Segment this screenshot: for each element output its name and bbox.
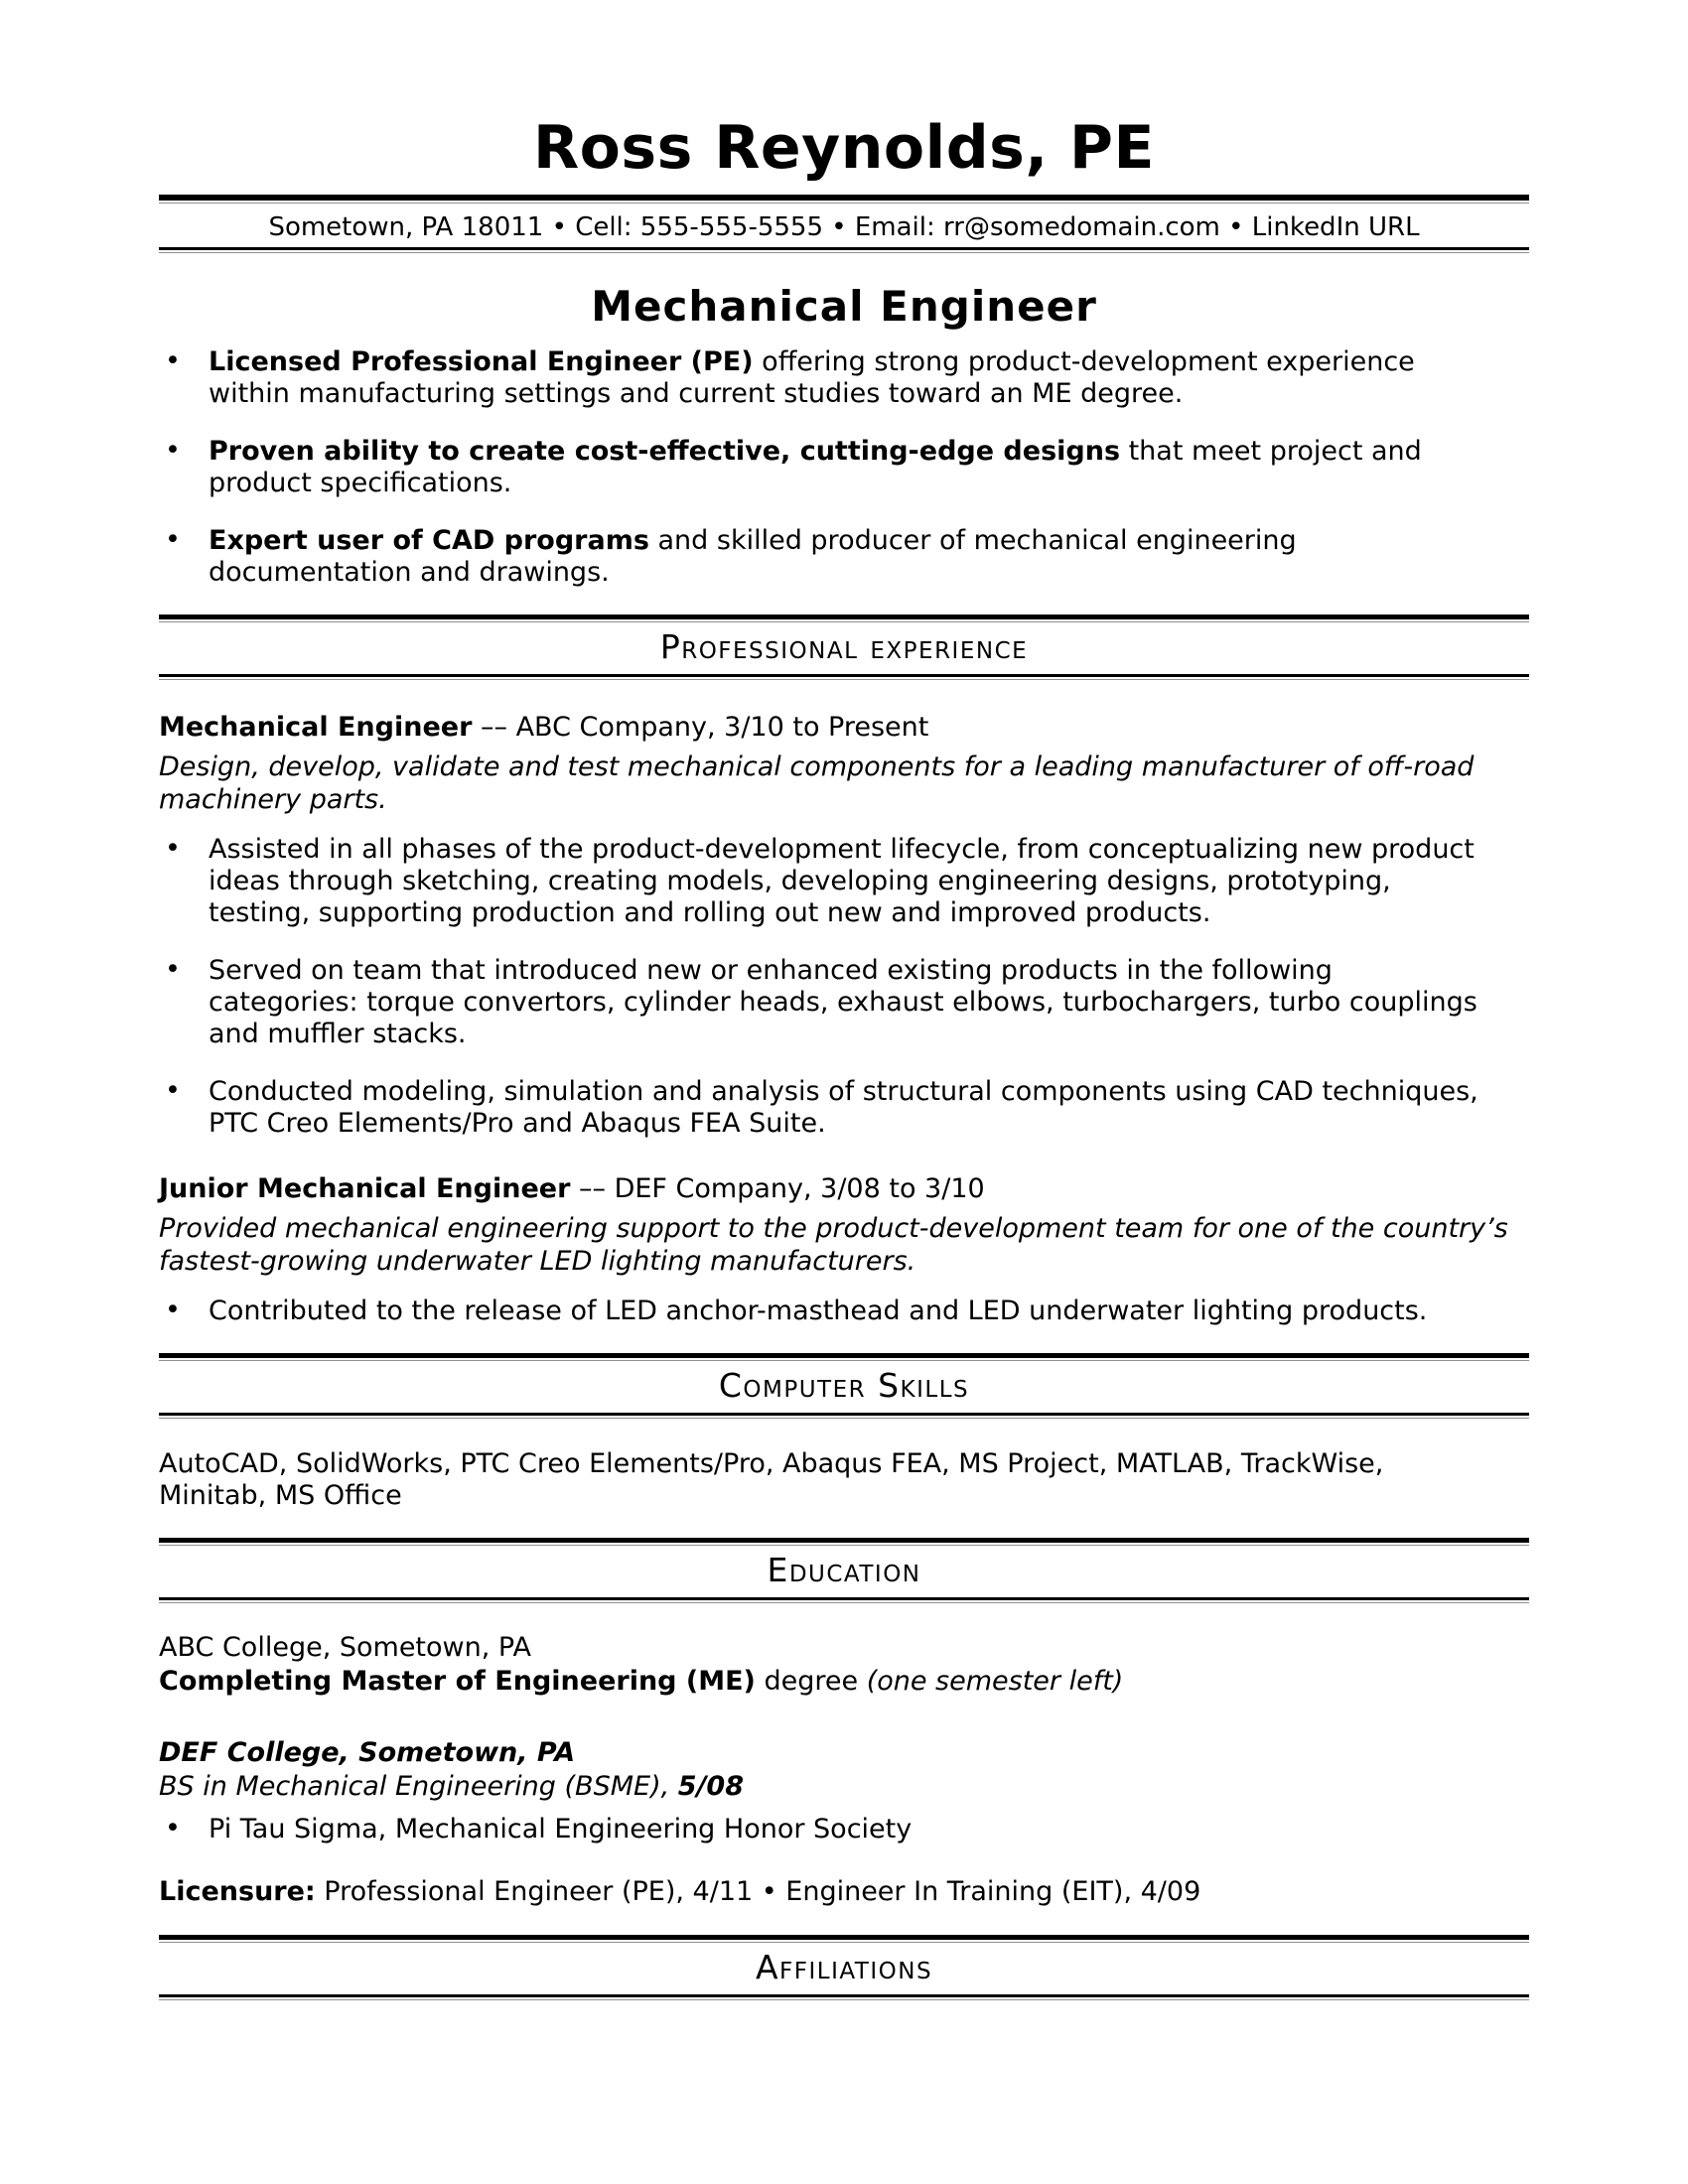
section-rule-top (159, 1538, 1529, 1546)
job-meta: –– DEF Company, 3/08 to 3/10 (579, 1173, 985, 1204)
job-bullet: • Assisted in all phases of the product-development lifecycle, from conceptualizing new product ideas through sketching, creating models, developing engineering designs, prototyping, testing, supporting production and rolling out new and improved products. (159, 834, 1479, 929)
school-name: ABC College, Sometown, PA (159, 1632, 531, 1663)
section-rule-bottom (159, 1413, 1529, 1419)
job-description: Provided mechanical engineering support to the product-development team for one of the country’s fastest-growing underwater LED lighting manufacturers. (159, 1213, 1508, 1277)
job-bullet-list (159, 1296, 1529, 1327)
summary-bullet (159, 436, 1479, 499)
job-entry-abc-company (159, 710, 1529, 1140)
job-bullet-list (159, 834, 1529, 1140)
job-bullet: • Served on team that introduced new or enhanced existing products in the following categories: torque convertors, cylinder heads, exhaust elbows, turbochargers, turbo couplings and muffler stacks. (159, 955, 1479, 1050)
honor-bullet: • Pi Tau Sigma, Mechanical Engineering Honor Society (159, 1814, 1479, 1845)
header-rule-thin (159, 247, 1529, 253)
section-header-skills (159, 1353, 1529, 1419)
section-header-education (159, 1538, 1529, 1603)
section-rule-top (159, 1935, 1529, 1943)
degree-line (159, 1770, 1529, 1804)
section-title-education: Education (767, 1551, 921, 1589)
section-rule-bottom (159, 1597, 1529, 1603)
licensure-text: Professional Engineer (PE), 4/11 • Engineer In Training (EIT), 4/09 (315, 1876, 1201, 1907)
job-title-line (159, 1171, 1529, 1207)
summary-bullet-text: offering strong product-development experience within manufacturing settings and current studies toward an ME degree. (209, 346, 1415, 409)
section-rule-top (159, 1353, 1529, 1361)
degree-date: 5/08 (677, 1771, 745, 1802)
contact-line: Sometown, PA 18011 • Cell: 555-555-5555 • Email: rr@somedomain.com • LinkedIn URL (268, 212, 1420, 242)
header-rule-thick (159, 195, 1529, 204)
job-title: Junior Mechanical Engineer (159, 1173, 571, 1204)
summary-bullet-text: that meet project and product specifications. (209, 436, 1422, 498)
job-title: Mechanical Engineer (159, 712, 473, 743)
degree-name: Completing Master of Engineering (ME) (159, 1666, 756, 1697)
degree-note: (one semester left) (866, 1666, 1124, 1697)
education-entry-def-college (159, 1736, 1529, 1845)
summary-bullet-lead: Expert user of CAD programs (209, 525, 649, 556)
summary-bullet-lead: Proven ability to create cost-effective, cutting-edge designs (209, 436, 1121, 467)
summary-bullet-list (159, 346, 1529, 589)
job-entry-def-company (159, 1171, 1529, 1327)
summary-bullet-lead: Licensed Professional Engineer (PE) (209, 346, 754, 377)
degree-text: degree (755, 1666, 867, 1697)
education-entry-abc-college (159, 1631, 1529, 1699)
summary-bullet-text: and skilled producer of mechanical engineering documentation and drawings. (209, 525, 1297, 588)
section-title-experience: Professional experience (659, 627, 1029, 666)
section-header-affiliations (159, 1935, 1529, 2000)
job-description: Design, develop, validate and test mechanical components for a leading manufacturer of off-road machinery parts. (159, 751, 1475, 815)
honor-bullet-list (159, 1814, 1529, 1845)
licensure-label: Licensure: (159, 1876, 316, 1907)
headline-job-target: Mechanical Engineer (591, 282, 1097, 331)
summary-bullet (159, 346, 1479, 410)
job-meta: –– ABC Company, 3/10 to Present (481, 712, 929, 743)
section-header-experience (159, 614, 1529, 680)
section-title-skills: Computer Skills (718, 1366, 970, 1405)
job-title-line (159, 710, 1529, 746)
school-name: DEF College, Sometown, PA (159, 1737, 576, 1768)
job-bullet: • Conducted modeling, simulation and analysis of structural components using CAD techniques, PTC Creo Elements/Pro and Abaqus FEA Suite. (159, 1076, 1479, 1140)
section-title-affiliations: Affiliations (755, 1948, 933, 1986)
section-rule-top (159, 614, 1529, 622)
licensure-line (159, 1875, 1529, 1909)
section-rule-bottom (159, 1994, 1529, 2000)
job-bullet: • Contributed to the release of LED anchor-masthead and LED underwater lighting products. (159, 1296, 1479, 1327)
section-rule-bottom (159, 674, 1529, 680)
degree-name: BS in Mechanical Engineering (BSME), (159, 1771, 678, 1802)
degree-line (159, 1665, 1529, 1699)
skills-paragraph: AutoCAD, SolidWorks, PTC Creo Elements/Pro, Abaqus FEA, MS Project, MATLAB, TrackWise, Minitab, MS Office (159, 1448, 1384, 1511)
summary-bullet (159, 525, 1479, 589)
person-name: Ross Reynolds, PE (532, 113, 1156, 183)
